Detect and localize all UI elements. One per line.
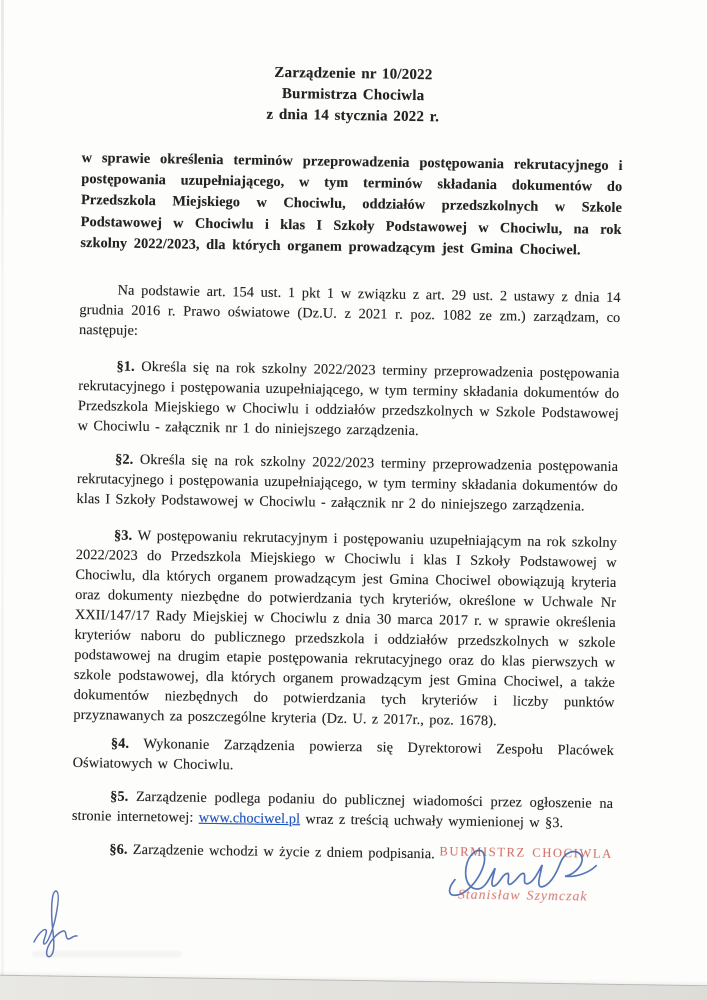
section-3-text: W postępowaniu rekrutacyjnym i postępowaniu uzupełniającym na rok szkolny 2022/2023 do Przedszkola Miejskiego w Chociwlu i klas I Szkoły Podstawowej w Chociwlu, dla których organem prowadzącym jest Gmina Chociwel obowiązują kryteria oraz dokumenty niezbędne do potwierdzania tych kryteriów, określone w Uchwale Nr XXII/147/17 Rady Miejskiej w Chociwlu z dnia 30 marca 2017 r. w sprawie określenia kryteriów naboru do publicznego przedszkola i oddziałów przedszkolnych w szkole podstawowej na drugim etapie postępowania rekrutacyjnego oraz do klas pierwszych w szkole podstawowej, dla których organem prowadzącym jest Gmina Chociwel, a także dokumentów niezbędnych do potwierdzania tych kryteriów i liczby punktów przyznawanych za poszczególne kryteria (Dz. U. z 2017r., poz. 1678). xyxy=(73,527,618,730)
section-6-text: Zarządzenie wchodzi w życie z dniem podpisania. xyxy=(132,841,436,863)
title-line-number: Zarządzenie nr 10/2022 xyxy=(274,64,433,84)
legal-basis-intro: Na podstawie art. 154 ust. 1 pkt 1 w związku z art. 29 ust. 2 ustawy z dnia 14 grudnia 2016 r. Prawo oświatowe (Dz.U. z 2021 r. poz. 1082 ze zm.) zarządzam, co następuje: xyxy=(78,282,621,339)
section-3-marker: §3. xyxy=(113,527,133,544)
title-line-authority: Burmistrza Chociwla xyxy=(281,85,425,105)
section-5-text-after: wraz z treścią uchwały wymienionej w §3. xyxy=(300,811,564,832)
signature-block xyxy=(439,841,613,906)
section-5 xyxy=(72,786,614,834)
section-6-marker: §6. xyxy=(109,841,128,858)
title-line-date: z dnia 14 stycznia 2022 r. xyxy=(266,106,440,126)
mayor-stamp-title: BURMISTRZ CHOCIWLA xyxy=(439,844,613,861)
section-1 xyxy=(78,356,620,444)
section-1-text: Określa się na rok szkolny 2022/2023 terminy przeprowadzenia postępowania rekrutacyjnego i postępowania uzupełniającego, w tym terminy składania dokumentów do Przedszkola Miejskiego w Chociwlu i oddziałów przedszkolnych w Szkole Podstawowej w Chociwlu - załącznik nr 1 do niniejszego zarządzenia. xyxy=(77,358,620,440)
scan-left-edge xyxy=(1,0,4,1000)
document-content xyxy=(71,0,625,904)
section-4 xyxy=(73,733,615,781)
section-5-marker: §5. xyxy=(110,788,129,805)
section-4-marker: §4. xyxy=(110,735,130,752)
section-3 xyxy=(73,525,617,733)
document-title xyxy=(82,60,624,131)
signer-name: Stanisław Szymczak xyxy=(457,886,588,904)
section-5-text-before: Zarządzenie podlega podaniu do publicznej wiadomości przez ogłoszenie na stronie internetowej: xyxy=(71,788,614,826)
section-1-marker: §1. xyxy=(116,358,135,375)
section-2-text: Określa się na rok szkolny 2022/2023 terminy przeprowadzenia postępowania rekrutacyjnego i postępowania uzupełniającego, w tym terminy składania dokumentów do klas I Szkoły Podstawowej w Chociwlu - załącznik nr 2 do niniejszego zarządzenia. xyxy=(76,451,619,515)
section-2 xyxy=(76,449,618,517)
paraph-initials-mark xyxy=(24,886,84,968)
section-4-text: Wykonanie Zarządzenia powierza się Dyrektorowi Zespołu Placówek Oświatowych w Chociwlu. xyxy=(72,735,615,774)
chociwel-website-link[interactable]: www.chociwel.pl xyxy=(198,809,301,828)
section-2-marker: §2. xyxy=(115,451,134,468)
document-subject: w sprawie określenia terminów przeprowadzenia postępowania rekrutacyjnego i postępowania uzupełniającego, w tym terminów składania dokumentów do Przedszkola Miejskiego w Chociwlu, oddziałów przedszkolnych w Szkole Podstawowej w Chociwlu i klas I Szkoły Podstawowej w Chociwlu, na rok szkolny 2022/2023, dla których organem prowadzącym jest Gmina Chociwel. xyxy=(80,149,623,259)
